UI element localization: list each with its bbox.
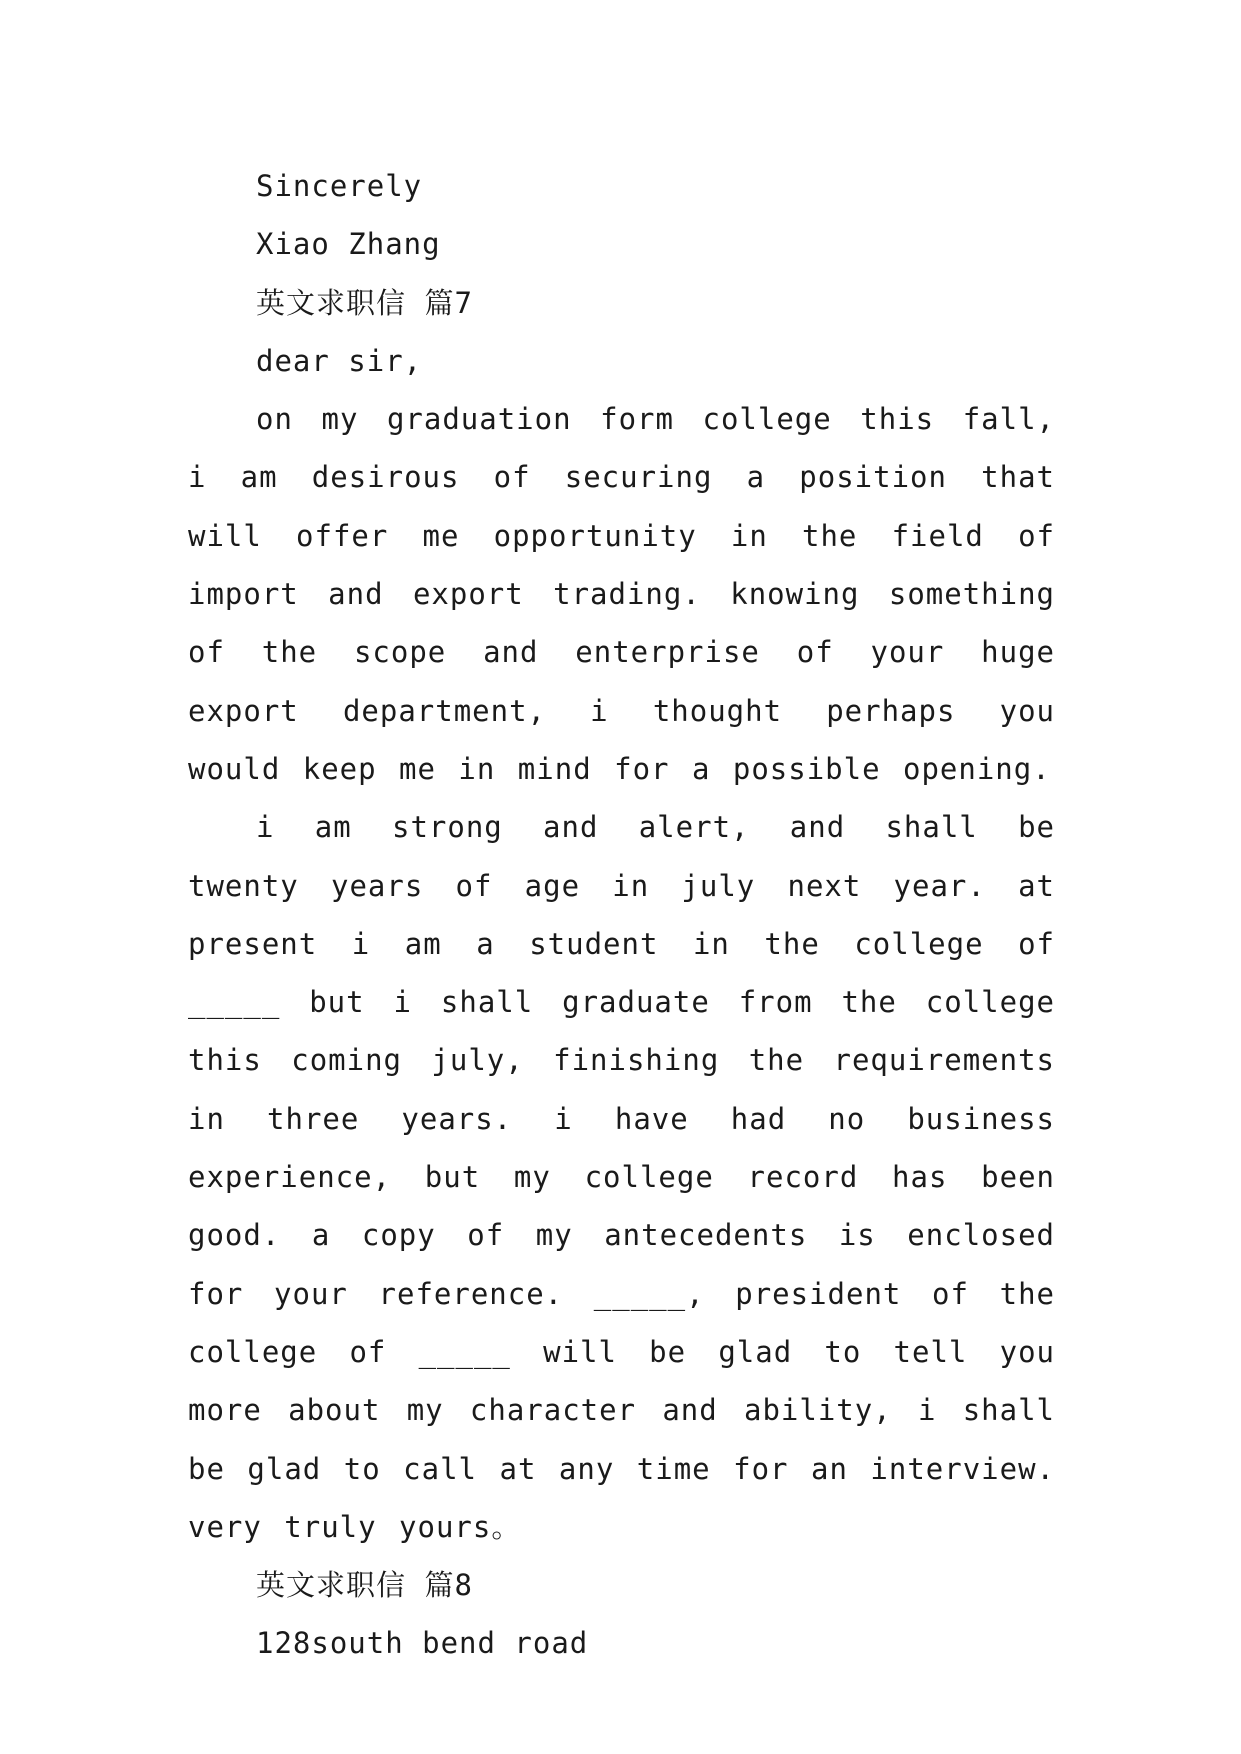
section-heading-7: 英文求职信 篇7 [256, 285, 473, 320]
body-paragraph-2: i am strong and alert, and shall be twenty years of age in july next year. at present i am a student in the college of _____ but i shall graduate from the college this coming july, finishing the requirements in three years. i have had no business experience, but my college record has been good. a copy of my antecedents is enclosed for your reference. _____, president of the college of _____ will be glad to tell you more about my character and ability, i shall be glad to call at any time for an interview. very truly yours。 [188, 810, 1055, 1544]
signature-line: Xiao Zhang [256, 227, 441, 262]
closing-line: Sincerely [256, 169, 423, 203]
salutation-line: dear sir, [256, 343, 423, 378]
address-line: 128south bend road [256, 1626, 589, 1661]
document-body [188, 157, 1055, 1673]
section-heading-8: 英文求职信 篇8 [256, 1568, 473, 1603]
body-paragraph-1: on my graduation form college this fall, i am desirous of securing a position that will offer me opportunity in the field of import and export trading. knowing something of the scope and enterprise of your huge export department, i thought perhaps you would keep me in mind for a possible opening. [188, 402, 1055, 786]
